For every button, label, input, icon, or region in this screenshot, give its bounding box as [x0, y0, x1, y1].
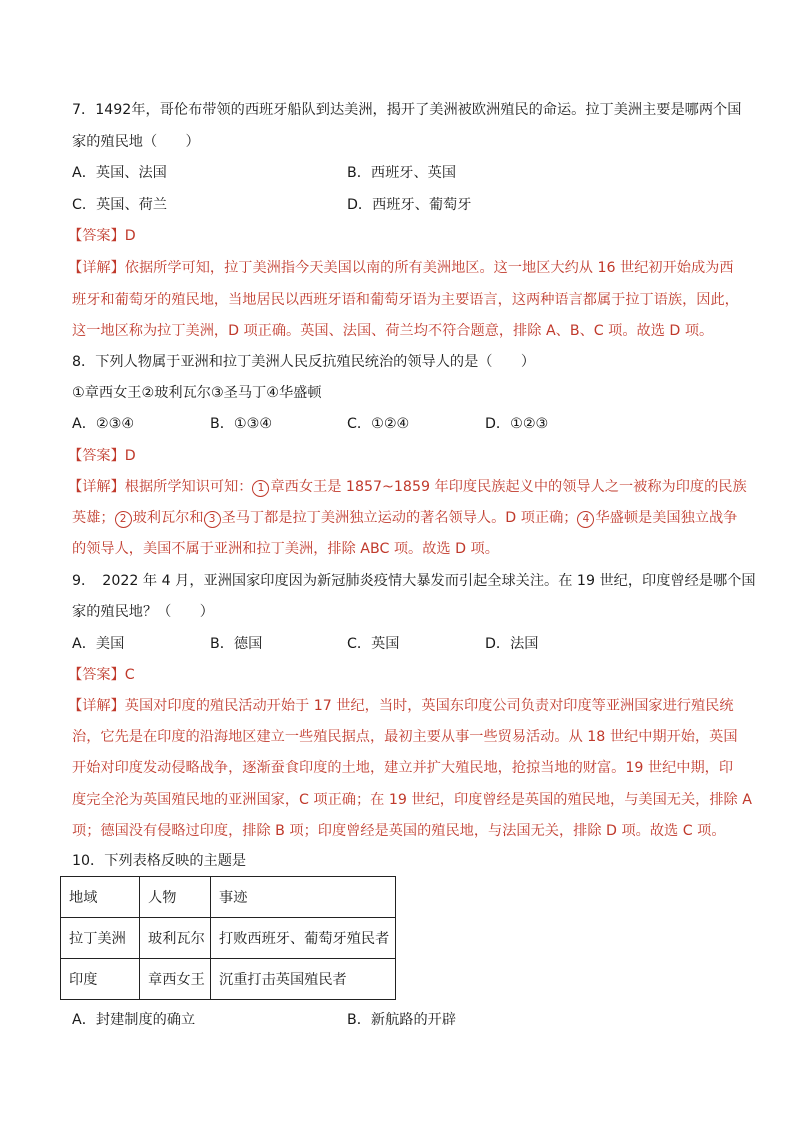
- detail-label: 【详解】: [68, 698, 125, 714]
- q8-option-a: A．②③④: [72, 416, 135, 432]
- detail-text: 英雄；: [72, 510, 115, 526]
- answer-label: 【答案】: [68, 228, 125, 244]
- q7-answer: [68, 226, 718, 246]
- q7-detail-line-2: 班牙和葡萄牙的殖民地，当地居民以西班牙语和葡萄牙语为主要语言，这两种语言都属于拉丁语族，因此，: [72, 292, 739, 308]
- circled-number: 1: [252, 480, 269, 497]
- table-header-cell: 地域: [61, 877, 140, 918]
- q10-option-a: A．封建制度的确立: [72, 1012, 196, 1028]
- table-cell: 打败西班牙、葡萄牙殖民者: [211, 918, 396, 959]
- detail-text: 华盛顿是美国独立战争: [595, 510, 738, 526]
- q8-stem-line-2: ①章西女王②玻利瓦尔③圣马丁④华盛顿: [72, 385, 322, 401]
- q9-detail-line-1: [68, 696, 734, 716]
- circled-number: 2: [115, 511, 132, 528]
- detail-label: 【详解】: [68, 260, 125, 276]
- q9-detail-line-2: 治，它先是在印度的沿海地区建立一些殖民据点，最初主要从事一些贸易活动。从 18 世纪中期开始，英国: [72, 729, 738, 745]
- q7-detail-line-3: 这一地区称为拉丁美洲，D 项正确。英国、法国、荷兰均不符合题意，排除 A、B、C 项。故选 D 项。: [72, 323, 714, 339]
- table-cell: 章西女王: [140, 959, 211, 1000]
- q10-option-b: B．新航路的开辟: [347, 1012, 457, 1028]
- detail-text: 章西女王是 1857~1859 年印度民族起义中的领导人之一被称为印度的民族: [270, 479, 747, 495]
- table-header-row: [61, 877, 396, 918]
- detail-text: 根据所学知识可知：: [124, 479, 253, 495]
- q9-option-b: B．德国: [210, 636, 263, 652]
- table-cell: 印度: [61, 959, 140, 1000]
- table-header-cell: 事迹: [211, 877, 396, 918]
- q9-answer: [68, 665, 718, 685]
- q10-stem: 10．下列表格反映的主题是: [72, 853, 247, 869]
- q9-stem-line-1: 9． 2022 年 4 月，亚洲国家印度因为新冠肺炎疫情大暴发而引起全球关注。在 19 世纪，印度曾经是哪个国: [72, 573, 756, 589]
- q8-option-b: B．①③④: [210, 416, 273, 432]
- q7-option-c: C．英国、荷兰: [72, 197, 168, 213]
- q8-detail-line-1: [68, 477, 747, 497]
- detail-text: 玻利瓦尔和: [132, 510, 204, 526]
- q9-option-a: A．美国: [72, 636, 125, 652]
- answer-value: C: [124, 667, 135, 683]
- q9-option-c: C．英国: [347, 636, 400, 652]
- q9-detail-line-3: 开始对印度发动侵略战争，逐渐蚕食印度的土地，建立并扩大殖民地，抢掠当地的财富。19 世纪中期，印: [72, 760, 734, 776]
- q9-option-d: D．法国: [485, 636, 539, 652]
- table-row: [61, 918, 396, 959]
- q8-detail-line-3: 的领导人，美国不属于亚洲和拉丁美洲，排除 ABC 项。故选 D 项。: [72, 541, 499, 557]
- answer-value: D: [124, 448, 136, 464]
- q9-detail-line-5: 项；德国没有侵略过印度，排除 B 项；印度曾经是英国的殖民地，与法国无关，排除 D 项。故选 C 项。: [72, 823, 726, 839]
- q9-detail-line-4: 度完全沦为英国殖民地的亚洲国家，C 项正确；在 19 世纪，印度曾经是英国的殖民地，与美国无关，排除 A: [72, 792, 752, 808]
- table-cell: 沉重打击英国殖民者: [211, 959, 396, 1000]
- q7-stem-line-2: 家的殖民地（ ）: [72, 134, 200, 150]
- table-header-cell: 人物: [140, 877, 211, 918]
- q8-stem-line-1: 8．下列人物属于亚洲和拉丁美洲人民反抗殖民统治的领导人的是（ ）: [72, 354, 536, 370]
- table-row: [61, 959, 396, 1000]
- detail-text: 圣马丁都是拉丁美洲独立运动的著名领导人。D 项正确；: [221, 510, 578, 526]
- q8-answer: [68, 446, 718, 466]
- detail-label: 【详解】: [68, 479, 125, 495]
- table-cell: 玻利瓦尔: [140, 918, 211, 959]
- q7-detail-line-1: [68, 258, 734, 278]
- q7-option-d: D．西班牙、葡萄牙: [347, 197, 472, 213]
- q8-detail-line-2: [72, 508, 738, 528]
- q7-option-b: B．西班牙、英国: [347, 165, 457, 181]
- detail-text: 依据所学可知，拉丁美洲指今天美国以南的所有美洲地区。这一地区大约从 16 世纪初开始成为西: [124, 260, 734, 276]
- answer-label: 【答案】: [68, 667, 125, 683]
- answer-value: D: [124, 228, 136, 244]
- q9-stem-line-2: 家的殖民地？（ ）: [72, 604, 214, 620]
- answer-label: 【答案】: [68, 448, 125, 464]
- circled-number: 3: [204, 511, 221, 528]
- q8-option-c: C．①②④: [347, 416, 410, 432]
- table-cell: 拉丁美洲: [61, 918, 140, 959]
- circled-number: 4: [577, 511, 594, 528]
- q7-stem-line-1: 7．1492年，哥伦布带领的西班牙船队到达美洲，揭开了美洲被欧洲殖民的命运。拉丁美洲主要是哪两个国: [72, 102, 742, 118]
- q7-option-a: A．英国、法国: [72, 165, 167, 181]
- detail-text: 英国对印度的殖民活动开始于 17 世纪，当时，英国东印度公司负责对印度等亚洲国家进行殖民统: [124, 698, 734, 714]
- q10-table: [60, 876, 396, 1000]
- q8-option-d: D．①②③: [485, 416, 549, 432]
